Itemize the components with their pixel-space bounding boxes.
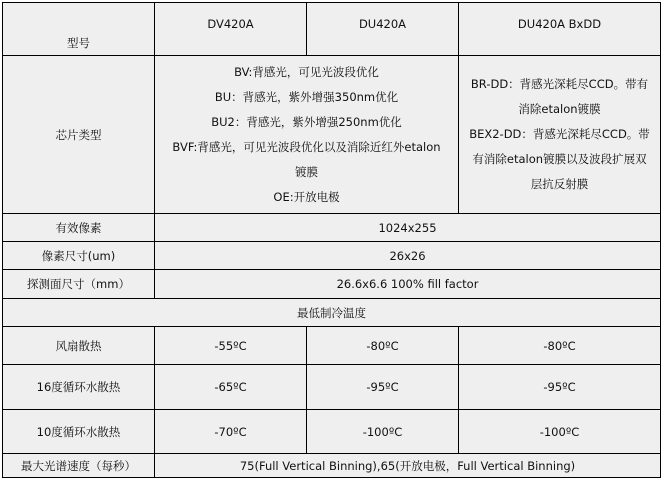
row-value: 75(Full Vertical Binning),65(开放电极，Full Vertical Binning): [239, 458, 576, 473]
temp-value: -95ºC: [366, 380, 399, 394]
row-label-cell: [3, 327, 155, 365]
sensor-line: OE:开放电极: [273, 189, 340, 204]
detector-size-row: [3, 270, 661, 299]
sensor-standard-cell: [155, 56, 459, 214]
row-label-cell: [3, 365, 155, 410]
row-label-cell: [3, 410, 155, 454]
section-heading-cell: [3, 299, 661, 327]
row-value: 1024x255: [378, 220, 437, 235]
sensor-line: BU：背感光，紫外增强350nm优化: [214, 89, 399, 104]
model-name: DU420A: [358, 17, 407, 31]
model-du420a-cell: [307, 3, 459, 56]
row-label: 最大光谱速度（每秒）: [21, 458, 136, 473]
sensor-label: 芯片类型: [55, 127, 102, 142]
min-cooling-row: [3, 299, 661, 327]
temp-cell: [459, 365, 661, 410]
fan-cooling-row: [3, 327, 661, 365]
row-label: 10度循环水散热: [36, 424, 121, 439]
model-name: DV420A: [207, 17, 254, 31]
temp-cell: [307, 410, 459, 454]
sensor-line: 层抗反射膜: [530, 177, 589, 191]
temp-value: -70ºC: [214, 424, 247, 439]
model-label: 型号: [67, 36, 90, 50]
sensor-line: 消除etalon镀膜: [518, 102, 601, 116]
row-value-cell: [155, 454, 661, 478]
sensor-bxdd-cell: [459, 56, 661, 214]
temp-cell: [307, 365, 459, 410]
water10-cooling-row: [3, 410, 661, 454]
section-heading: 最低制冷温度: [297, 305, 366, 320]
sensor-line: BEX2-DD：背感光深耗尽CCD。带: [469, 127, 650, 141]
model-label-cell: [3, 3, 155, 56]
temp-cell: [155, 327, 307, 365]
row-value-cell: [155, 214, 661, 242]
spec-table: [2, 2, 661, 478]
temp-cell: [155, 365, 307, 410]
temp-value: -55ºC: [214, 338, 247, 353]
sensor-line: BVF:背感光，可见光波段优化以及消除近红外etalon: [172, 139, 441, 154]
pixel-size-row: [3, 242, 661, 270]
sensor-line: BU2：背感光，紫外增强250nm优化: [211, 114, 402, 129]
temp-value: -95ºC: [543, 380, 576, 394]
temp-cell: [307, 327, 459, 365]
temp-value: -80ºC: [543, 338, 576, 353]
sensor-line: BR-DD：背感光深耗尽CCD。带有: [470, 77, 649, 91]
effective-pixels-row: [3, 214, 661, 242]
sensor-type-row: [3, 56, 661, 214]
sensor-line: BV:背感光，可见光波段优化: [234, 64, 379, 79]
row-label-cell: [3, 454, 155, 478]
row-label: 像素尺寸(um): [41, 248, 116, 263]
spec-table-container: [2, 2, 661, 478]
model-du420a-bxdd-cell: [459, 3, 661, 56]
row-label: 16度循环水散热: [36, 380, 121, 394]
temp-value: -80ºC: [366, 338, 399, 353]
max-speed-row: [3, 454, 661, 478]
temp-cell: [459, 410, 661, 454]
row-value: 26.6x6.6 100% fill factor: [336, 277, 479, 291]
temp-value: -100ºC: [362, 424, 403, 439]
temp-value: -100ºC: [539, 424, 580, 439]
row-label-cell: [3, 270, 155, 299]
sensor-line: 有消除etalon镀膜以及波段扩展双: [472, 152, 647, 166]
row-value-cell: [155, 270, 661, 299]
row-label-cell: [3, 242, 155, 270]
row-value-cell: [155, 242, 661, 270]
row-label: 探测面尺寸（mm）: [27, 277, 130, 291]
temp-cell: [155, 410, 307, 454]
row-label: 有效像素: [55, 220, 102, 235]
model-dv420a-cell: [155, 3, 307, 56]
sensor-line: 镀膜: [295, 164, 318, 179]
row-label-cell: [3, 214, 155, 242]
model-name: DU420A BxDD: [517, 17, 602, 31]
temp-value: -65ºC: [214, 380, 247, 394]
temp-cell: [459, 327, 661, 365]
water16-cooling-row: [3, 365, 661, 410]
row-value: 26x26: [389, 248, 426, 263]
sensor-label-cell: [3, 56, 155, 214]
row-label: 风扇散热: [55, 338, 102, 353]
header-row: [3, 3, 661, 56]
